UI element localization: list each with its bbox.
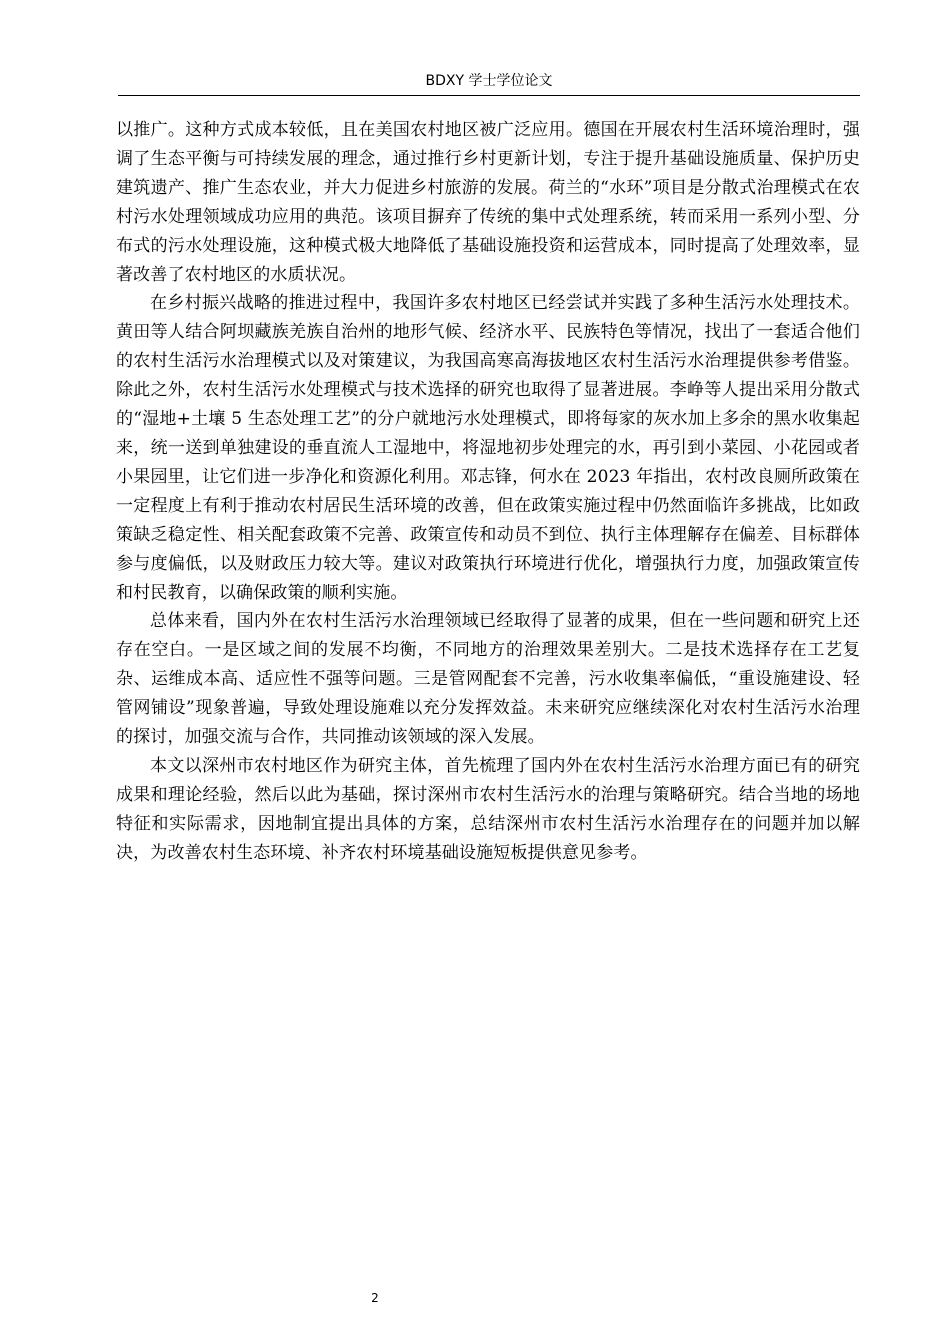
body-text — [116, 116, 860, 868]
header-rule — [118, 95, 860, 96]
running-header: BDXY 学士学位论文 — [425, 73, 553, 89]
paragraph-domestic-practice: 在乡村振兴战略的推进过程中，我国许多农村地区已经尝试并实践了多种生活污水处理技术。黄田等人结合阿坝藏族羌族自治州的地形气候、经济水平、民族特色等情况，找出了一套适合他们的农村生活污水治理模式以及对策建议，为我国高寒高海拔地区农村生活污水治理提供参考借鉴。除此之外，农村生活污水处理模式与技术选择的研究也取得了显著进展。李峥等人提出采用分散式的“湿地+土壤 5 生态处理工艺”的分户就地污水处理模式，即将每家的灰水加上多余的黑水收集起来，统一送到单独建设的垂直流人工湿地中，将湿地初步处理完的水，再引到小菜园、小花园或者小果园里，让它们进一步净化和资源化利用。邓志锋，何水在 2023 年指出，农村改良厕所政策在一定程度上有利于推动农村居民生活环境的改善，但在政策实施过程中仍然面临许多挑战，比如政策缺乏稳定性、相关配套政策不完善、政策宣传和动员不到位、执行主体理解存在偏差、目标群体参与度偏低，以及财政压力较大等。建议对政策执行环境进行优化，增强执行力度，加强政策宣传和村民教育，以确保政策的顺利实施。 — [116, 293, 860, 603]
paragraph-research-scope: 本文以深州市农村地区作为研究主体，首先梳理了国内外在农村生活污水治理方面已有的研究成果和理论经验，然后以此为基础，探讨深州市农村生活污水的治理与策略研究。结合当地的场地特征和实际需求，因地制宜提出具体的方案，总结深州市农村生活污水治理存在的问题并加以解决，为改善农村生态环境、补齐农村环境基础设施短板提供意见参考。 — [116, 755, 860, 863]
page-number: 2 — [371, 1291, 379, 1305]
paragraph-continued: 以推广。这种方式成本较低，且在美国农村地区被广泛应用。德国在开展农村生活环境治理时，强调了生态平衡与可持续发展的理念，通过推行乡村更新计划，专注于提升基础设施质量、保护历史建筑遗产、推广生态农业，并大力促进乡村旅游的发展。荷兰的“水环”项目是分散式治理模式在农村污水处理领域成功应用的典范。该项目摒弃了传统的集中式处理系统，转而采用一系列小型、分布式的污水处理设施，这种模式极大地降低了基础设施投资和运营成本，同时提高了处理效率，显著改善了农村地区的水质状况。 — [116, 120, 860, 285]
paragraph-summary: 总体来看，国内外在农村生活污水治理领域已经取得了显著的成果，但在一些问题和研究上还存在空白。一是区域之间的发展不均衡，不同地方的治理效果差别大。二是技术选择存在工艺复杂、运维成本高、适应性不强等问题。三是管网配套不完善，污水收集率偏低，“重设施建设、轻管网铺设”现象普遍，导致处理设施难以充分发挥效益。未来研究应继续深化对农村生活污水治理的探讨，加强交流与合作，共同推动该领域的深入发展。 — [116, 611, 860, 748]
